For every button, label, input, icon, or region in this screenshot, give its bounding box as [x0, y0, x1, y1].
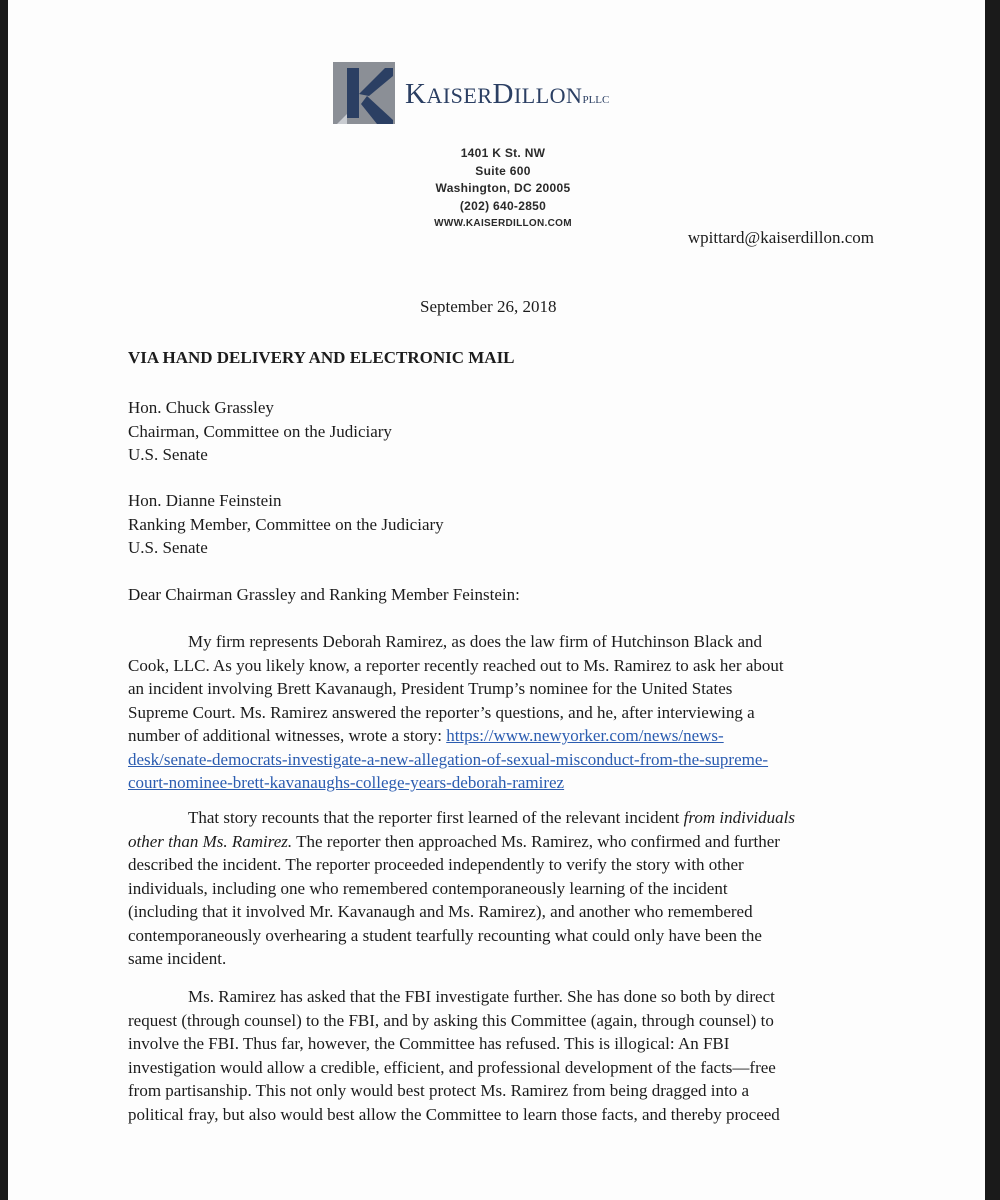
- firm-website: WWW.KAISERDILLON.COM: [434, 218, 572, 229]
- k-monogram-icon: [333, 62, 395, 124]
- sender-email: wpittard@kaiserdillon.com: [687, 228, 874, 247]
- new-yorker-link-end[interactable]: court-nominee-brett-kavanaughs-college-years-deborah-ramirez: [128, 773, 565, 792]
- salutation: Dear Chairman Grassley and Ranking Member Feinstein:: [128, 585, 520, 604]
- letter-page: [8, 0, 985, 1200]
- delivery-method: VIA HAND DELIVERY AND ELECTRONIC MAIL: [128, 348, 515, 367]
- firm-name: KAISERDILLONPLLC: [405, 78, 610, 110]
- paragraph-3: Ms. Ramirez has asked that the FBI investigate further. She has done so both by direct request (through counsel) to the FBI, and by asking this Committee (again, through counsel) to involve the FBI. Thus far, however, the Committee has refused. This is illogical: An FBI investigation would allow a credible, efficient, and professional development of the facts—free from partisanship. This not only would best protect Ms. Ramirez from being dragged into a political fray, but also would best allow the Committee to learn those facts, and thereby proceed: [128, 987, 780, 1124]
- recipient-feinstein: Hon. Dianne Feinstein Ranking Member, Committee on the Judiciary U.S. Senate: [128, 491, 444, 557]
- paragraph-1: My firm represents Deborah Ramirez, as does the law firm of Hutchinson Black and Cook, LLC. As you likely know, a reporter recently reached out to Ms. Ramirez to ask her about an incident involving Brett Kavanaugh, President Trump’s nominee for the United States Supreme Court. Ms. Ramirez answered the reporter’s questions, and he, after interviewing a number of additional witnesses, wrote a story: https://www.newyorker.com/news/news- desk/senate-democrats-investigate-a-new-allegation-of-sexual-misconduct-from-the-supreme- court-nominee-brett-kavanaughs-college-years-deborah-ramirez: [128, 632, 784, 792]
- letter-date: September 26, 2018: [420, 297, 557, 316]
- new-yorker-link[interactable]: https://www.newyorker.com/news/news-: [446, 726, 724, 745]
- firm-logo: [333, 62, 673, 124]
- paragraph-2: That story recounts that the reporter first learned of the relevant incident from individuals other than Ms. Ramirez. The reporter then approached Ms. Ramirez, who confirmed and further described the incident. The reporter proceeded independently to verify the story with other individuals, including one who remembered contemporaneously learning of the incident (including that it involved Mr. Kavanaugh and Ms. Ramirez), and another who remembered contemporaneously overhearing a student tearfully recounting what could only have been the same incident.: [128, 808, 795, 968]
- firm-address: 1401 K St. NW Suite 600 Washington, DC 20005 (202) 640-2850 WWW.KAISERDILLON.COM: [378, 145, 628, 233]
- recipient-grassley: Hon. Chuck Grassley Chairman, Committee on the Judiciary U.S. Senate: [128, 398, 392, 464]
- new-yorker-link-cont[interactable]: desk/senate-democrats-investigate-a-new-allegation-of-sexual-misconduct-from-the-supreme-: [128, 749, 769, 769]
